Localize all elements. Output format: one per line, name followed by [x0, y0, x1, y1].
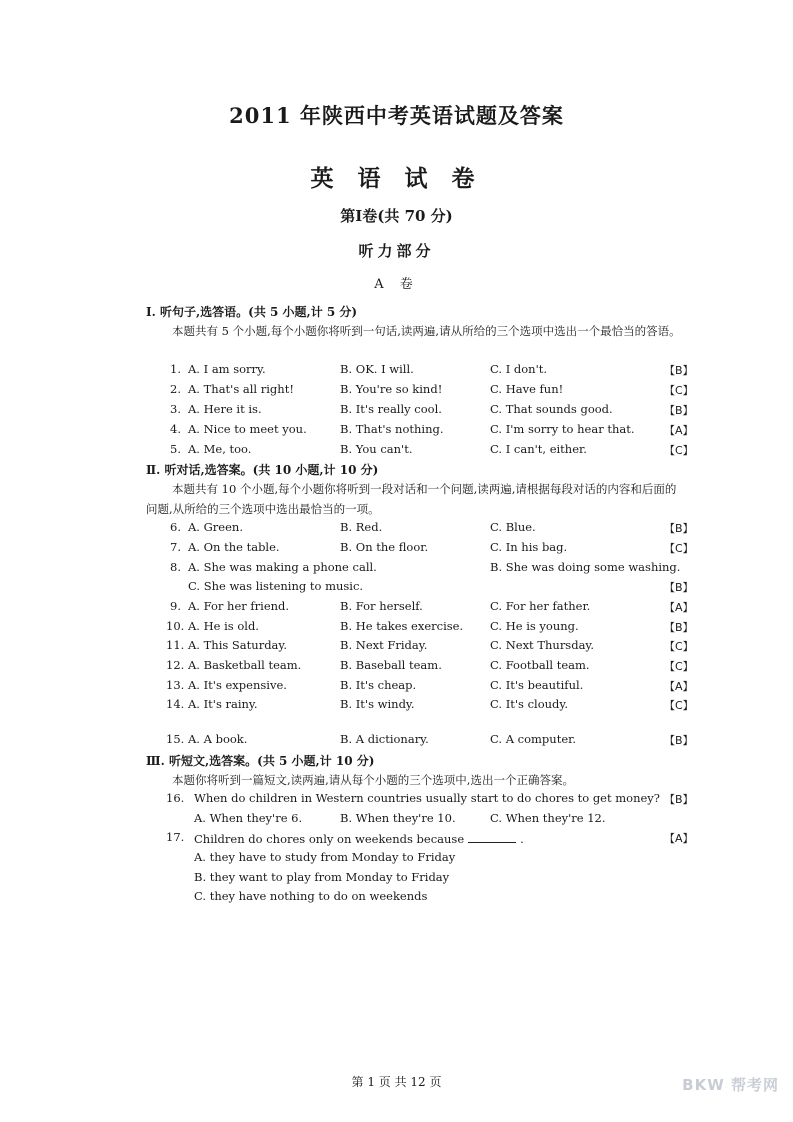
question-row	[146, 520, 694, 540]
answer-key: 【C】	[664, 384, 694, 397]
set-title: A 卷	[374, 277, 419, 292]
option-c: C. It's beautiful.	[490, 678, 584, 692]
option-c: C. He is young.	[490, 619, 579, 633]
option-b: B. A dictionary.	[340, 732, 429, 746]
question-number: 17.	[166, 830, 185, 844]
options-row	[146, 811, 686, 831]
option-c: C. It's cloudy.	[490, 697, 569, 711]
option-c: C. For her father.	[490, 599, 591, 613]
section-3-instruction: 本题你将听到一篇短文,读两遍,请从每个小题的三个选项中,选出一个正确答案。	[172, 773, 574, 787]
question-row	[146, 382, 694, 402]
answer-key: 【C】	[664, 660, 694, 673]
option-a: A. Here it is.	[188, 402, 262, 416]
option-a: A. It's expensive.	[188, 678, 287, 692]
option-b: B. You're so kind!	[340, 382, 443, 396]
question-text	[194, 830, 524, 846]
question-row	[146, 697, 694, 717]
question-number: 15.	[166, 732, 185, 746]
option-c: C. A computer.	[490, 732, 577, 746]
option-a: A. Nice to meet you.	[188, 422, 307, 436]
question-number: 4.	[170, 422, 181, 436]
section-1-heading: Ⅰ. 听句子,选答语。(共 5 小题,计 5 分)	[146, 305, 358, 319]
question-number: 8.	[170, 560, 181, 574]
question-row	[146, 791, 694, 811]
option-c: C. they have nothing to do on weekends	[194, 889, 428, 903]
option-b: B. For herself.	[340, 599, 423, 613]
option-a: A. That's all right!	[188, 382, 294, 396]
volume-title: 第Ⅰ卷(共 70 分)	[340, 207, 453, 225]
answer-key: 【A】	[664, 832, 694, 845]
answer-key: 【C】	[664, 542, 694, 555]
option-b: B. OK. I will.	[340, 362, 414, 376]
question-row	[146, 830, 694, 850]
option-c: C. In his bag.	[490, 540, 568, 554]
option-b: B. When they're 10.	[340, 811, 456, 825]
option-c: C. I'm sorry to hear that.	[490, 422, 635, 436]
option-line	[146, 889, 686, 909]
question-number: 3.	[170, 402, 181, 416]
option-b: B. Baseball team.	[340, 658, 442, 672]
option-a: A. It's rainy.	[188, 697, 258, 711]
question-number: 12.	[166, 658, 185, 672]
section-2-instruction: 本题共有 10 个小题,每个小题你将听到一段对话和一个问题,读两遍,请根据每段对话的内容和后面的问题,从所给的三个选项中选出最恰当的一项。	[146, 482, 677, 516]
answer-key: 【C】	[664, 699, 694, 712]
question-text-start: Children do chores only on weekends because	[194, 832, 465, 846]
page-footer: 第 1 页 共 12 页	[351, 1075, 442, 1089]
option-a: A. Me, too.	[188, 442, 252, 456]
option-b: B. Next Friday.	[340, 638, 428, 652]
option-c: C. That sounds good.	[490, 402, 613, 416]
question-number: 2.	[170, 382, 181, 396]
option-a: A. On the table.	[188, 540, 280, 554]
question-row	[146, 599, 694, 619]
question-number: 5.	[170, 442, 181, 456]
option-b: B. You can't.	[340, 442, 413, 456]
section-2-heading: Ⅱ. 听对话,选答案。(共 10 小题,计 10 分)	[146, 463, 379, 477]
document-title: 2011 年陕西中考英语试题及答案	[229, 103, 564, 128]
question-row	[146, 579, 694, 599]
option-b: B. She was doing some washing.	[490, 560, 681, 574]
answer-key: 【B】	[664, 734, 694, 747]
option-a: A. A book.	[188, 732, 248, 746]
answer-key: 【A】	[664, 601, 694, 614]
question-number: 7.	[170, 540, 181, 554]
question-number: 9.	[170, 599, 181, 613]
option-c: C. She was listening to music.	[188, 579, 364, 593]
option-a: A. He is old.	[188, 619, 259, 633]
option-c: C. I don't.	[490, 362, 548, 376]
part-title: 听力部分	[358, 242, 435, 260]
option-a: A. This Saturday.	[188, 638, 288, 652]
option-b: B. It's really cool.	[340, 402, 442, 416]
question-number: 11.	[166, 638, 185, 652]
option-a: A. I am sorry.	[188, 362, 266, 376]
question-text: When do children in Western countries usually start to do chores to get money?	[194, 791, 660, 805]
option-b: B. He takes exercise.	[340, 619, 464, 633]
question-row	[146, 619, 694, 639]
question-number: 1.	[170, 362, 181, 376]
option-c: C. Football team.	[490, 658, 590, 672]
option-line	[146, 870, 686, 890]
option-a: A. Green.	[188, 520, 243, 534]
question-number: 10.	[166, 619, 185, 633]
option-b: B. they want to play from Monday to Friday	[194, 870, 450, 884]
option-a: A. For her friend.	[188, 599, 290, 613]
question-row	[146, 442, 694, 462]
answer-key: 【A】	[664, 680, 694, 693]
question-row	[146, 678, 694, 698]
option-a: A. When they're 6.	[194, 811, 303, 825]
answer-key: 【B】	[664, 404, 694, 417]
paper-title: 英 语 试 卷	[310, 165, 483, 192]
option-a: A. She was making a phone call.	[188, 560, 377, 574]
section-1-instruction: 本题共有 5 个小题,每个小题你将听到一句话,读两遍,请从所给的三个选项中选出一个最恰当的答语。	[172, 324, 681, 338]
question-row	[146, 422, 694, 442]
answer-key: 【B】	[664, 581, 694, 594]
option-b: B. On the floor.	[340, 540, 429, 554]
answer-key: 【C】	[664, 640, 694, 653]
question-row	[146, 638, 694, 658]
question-number: 14.	[166, 697, 185, 711]
answer-blank	[468, 830, 516, 843]
section-3-heading: Ⅲ. 听短文,选答案。(共 5 小题,计 10 分)	[146, 754, 375, 768]
option-b: B. It's windy.	[340, 697, 415, 711]
option-c: C. Next Thursday.	[490, 638, 595, 652]
answer-key: 【B】	[664, 621, 694, 634]
option-c: C. Blue.	[490, 520, 536, 534]
option-c: C. When they're 12.	[490, 811, 606, 825]
question-row	[146, 560, 686, 580]
question-row	[146, 658, 694, 678]
answer-key: 【A】	[664, 424, 694, 437]
question-text-end: .	[520, 832, 524, 846]
question-row	[146, 540, 694, 560]
question-row	[146, 732, 694, 752]
answer-key: 【B】	[664, 364, 694, 377]
question-number: 13.	[166, 678, 185, 692]
answer-key: 【B】	[664, 793, 694, 806]
option-a: A. Basketball team.	[188, 658, 302, 672]
question-row	[146, 362, 694, 382]
option-b: B. That's nothing.	[340, 422, 444, 436]
option-b: B. Red.	[340, 520, 383, 534]
question-number: 6.	[170, 520, 181, 534]
option-a: A. they have to study from Monday to Friday	[194, 850, 456, 864]
option-line	[146, 850, 686, 870]
answer-key: 【B】	[664, 522, 694, 535]
question-row	[146, 402, 694, 422]
option-b: B. It's cheap.	[340, 678, 417, 692]
answer-key: 【C】	[664, 444, 694, 457]
option-c: C. I can't, either.	[490, 442, 587, 456]
watermark-logo: BKW 帮考网	[682, 1076, 779, 1094]
question-number: 16.	[166, 791, 185, 805]
option-c: C. Have fun!	[490, 382, 564, 396]
